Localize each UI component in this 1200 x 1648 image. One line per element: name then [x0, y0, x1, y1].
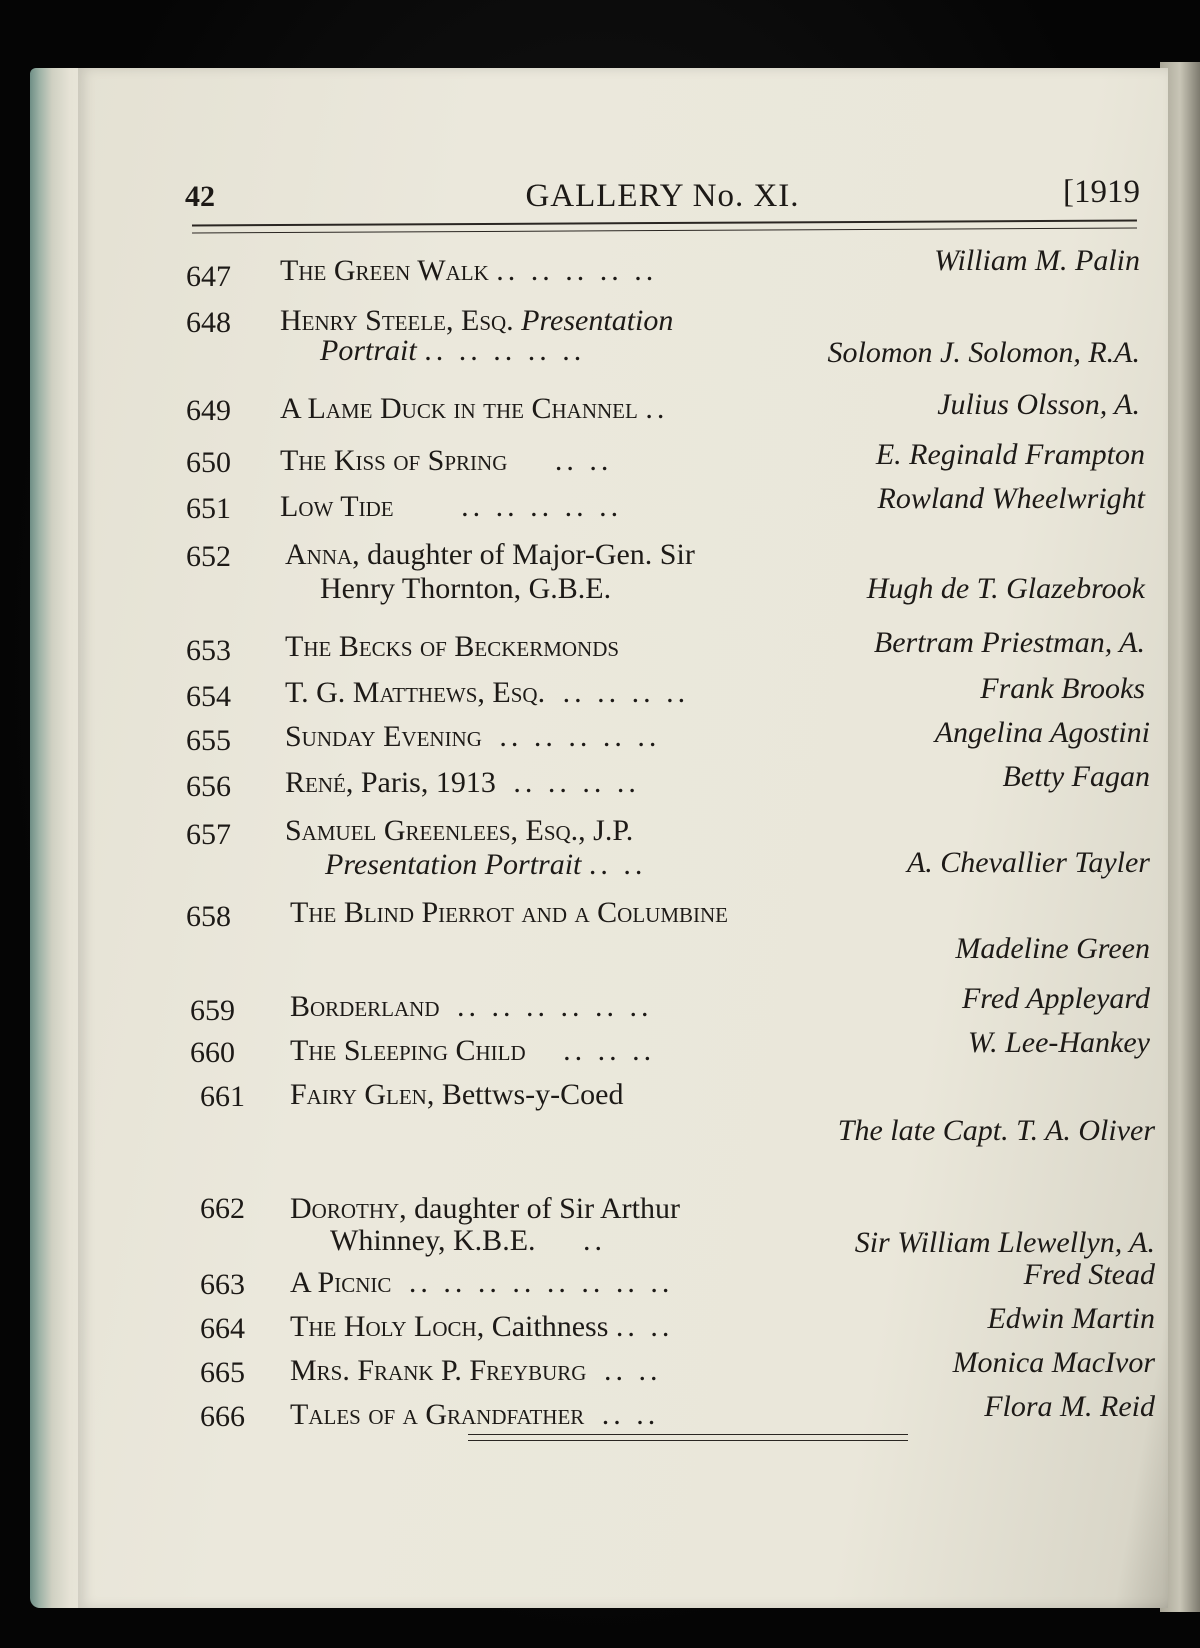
entry-artist: Julius Olsson, A.: [937, 388, 1140, 421]
catalog-entry: [180, 286, 1155, 368]
dot-leaders: .. .. .. ..: [513, 766, 640, 799]
entry-title-text: Sunday Evening: [285, 720, 482, 753]
entry-title-plain: J.P.: [585, 814, 634, 847]
entry-number: 651: [186, 492, 231, 525]
catalog-entry: [180, 674, 1155, 757]
entry-number: 655: [186, 724, 231, 757]
dot-leaders: .. ..: [615, 1310, 674, 1343]
entry-title-text: A Lame Duck in the Channel: [280, 392, 638, 425]
entry-title: [280, 254, 657, 288]
entry-number: 649: [186, 394, 231, 427]
entry-artist: Fred Appleyard: [961, 982, 1150, 1015]
catalog-entry: [180, 584, 1155, 667]
dot-leaders: ..: [583, 1224, 607, 1257]
dot-leaders: .. ..: [601, 1398, 660, 1431]
catalog-list: [180, 240, 1155, 1433]
entry-number: 650: [186, 446, 231, 479]
catalog-entry: [180, 840, 1155, 965]
dot-leaders: .. ..: [588, 848, 647, 881]
entry-title-text: Anna,: [285, 538, 360, 571]
entry-title: The Blind Pierrot and a Columbine: [290, 896, 728, 929]
dot-leaders: .. .. .. ..: [562, 676, 690, 709]
entry-artist: The late Capt. T. A. Oliver: [837, 1114, 1155, 1147]
catalog-entry: [180, 464, 1155, 525]
entry-number: 665: [200, 1356, 245, 1389]
catalog-entry: [180, 764, 1155, 881]
entry-artist: Solomon J. Solomon, R.A.: [827, 336, 1140, 369]
entry-title-text: A Picnic: [290, 1266, 392, 1299]
entry-number: 658: [186, 900, 231, 933]
entry-title-text: Fairy Glen,: [290, 1078, 435, 1111]
entry-number: 648: [186, 306, 231, 339]
dot-leaders: .. .. .. .. ..: [461, 490, 623, 523]
entry-number: 647: [186, 260, 231, 293]
entry-title-plain: daughter of Major-Gen. Sir: [359, 538, 695, 571]
entry-number: 666: [200, 1400, 245, 1433]
entry-artist: Monica MacIvor: [952, 1346, 1155, 1379]
entry-artist: Edwin Martin: [987, 1302, 1155, 1335]
entry-artist: E. Reginald Frampton: [875, 438, 1145, 471]
entry-number: 660: [190, 1036, 235, 1069]
entry-number: 657: [186, 818, 231, 851]
gallery-title: GALLERY No. XI.: [525, 178, 800, 214]
entry-title-text: The Holy Loch,: [290, 1310, 485, 1343]
entry-title-text: Low Tide: [280, 490, 394, 523]
entry-title-text: Mrs. Frank P. Freyburg: [290, 1354, 587, 1387]
entry-number: 654: [186, 680, 231, 713]
entry-title-text: Henry Steele, Esq.: [280, 304, 514, 337]
dot-leaders: .. .. .. .. ..: [499, 720, 661, 753]
dot-leaders: .. ..: [603, 1354, 662, 1387]
page-number: 42: [185, 180, 215, 213]
entry-number: 656: [186, 770, 231, 803]
entry-title-text: Borderland: [290, 990, 440, 1023]
catalog-entry: [180, 914, 1155, 1027]
year-label: [1919: [1063, 174, 1140, 210]
catalog-entry: [180, 720, 1155, 803]
entry-title-text: René,: [285, 766, 354, 799]
entry-title: [290, 1354, 661, 1388]
entry-number: 661: [200, 1080, 245, 1113]
entry-title-plain: daughter of Sir Arthur: [406, 1192, 680, 1225]
entry-title: [285, 538, 695, 572]
entry-title-text: Samuel Greenlees, Esq.,: [285, 814, 586, 847]
entry-number: 662: [200, 1192, 245, 1225]
entry-title-text: The Sleeping Child: [290, 1034, 526, 1067]
catalog-entry: [180, 512, 1155, 605]
end-rule: [468, 1434, 908, 1441]
dot-leaders: .. .. .. .. .. ..: [457, 990, 653, 1023]
entry-line2-text: Presentation Portrait: [325, 848, 582, 881]
entry-line2-text: Whinney, K.B.E.: [330, 1224, 536, 1257]
entry-title-text: T. G. Matthews, Esq.: [285, 676, 546, 709]
catalog-entry: [180, 368, 1155, 427]
entry-title-plain: Caithness: [484, 1310, 609, 1343]
entry-number: 653: [186, 634, 231, 667]
entry-artist: William M. Palin: [934, 244, 1140, 277]
dot-leaders: .. .. .. .. .. .. .. ..: [408, 1266, 674, 1299]
catalog-entry: [180, 420, 1155, 479]
catalog-entry: [180, 630, 1155, 713]
catalog-entry: [180, 240, 1155, 293]
entry-artist: Bertram Priestman, A.: [873, 626, 1145, 659]
entry-artist: Rowland Wheelwright: [877, 482, 1145, 515]
entry-number: 664: [200, 1312, 245, 1345]
entry-artist: A. Chevallier Tayler: [906, 846, 1150, 879]
entry-title-plain: Paris, 1913: [353, 766, 496, 799]
entry-artist: Sir William Llewellyn, A.: [854, 1226, 1155, 1259]
dot-leaders: .. .. ..: [563, 1034, 656, 1067]
entry-title: The Becks of Beckermonds: [285, 630, 620, 663]
entry-number: 663: [200, 1268, 245, 1301]
entry-title: [290, 1398, 659, 1432]
entry-artist: Frank Brooks: [980, 672, 1145, 705]
catalog-entry: [180, 1108, 1155, 1259]
entry-title-text: The Kiss of Spring: [280, 444, 508, 477]
catalog-entry: [180, 958, 1155, 1069]
entry-artist: Flora M. Reid: [984, 1390, 1155, 1423]
entry-title-text: Tales of a Grandfather: [290, 1398, 585, 1431]
entry-title-line2: [320, 334, 585, 368]
dot-leaders: .. .. .. .. ..: [424, 334, 586, 367]
entry-title: [290, 1078, 623, 1112]
entry-number: 652: [186, 540, 231, 573]
entry-title-line2: Henry Thornton, G.B.E.: [320, 572, 612, 605]
entry-artist: W. Lee-Hankey: [967, 1026, 1150, 1059]
entry-title-text: The Green Walk: [280, 254, 489, 287]
entry-artist: Hugh de T. Glazebrook: [866, 572, 1145, 605]
entry-title-suffix: Presentation: [521, 304, 674, 337]
entry-artist: Madeline Green: [955, 932, 1150, 965]
dot-leaders: ..: [645, 392, 669, 425]
entry-artist: Fred Stead: [1023, 1258, 1155, 1291]
entry-title: [280, 304, 673, 338]
page-header: [185, 168, 1140, 220]
entry-title-text: Dorothy,: [290, 1192, 407, 1225]
dot-leaders: .. .. .. .. ..: [496, 254, 658, 287]
entry-line2-text: Portrait: [320, 334, 417, 367]
entry-number: 659: [190, 994, 235, 1027]
entry-artist: Betty Fagan: [1002, 760, 1150, 793]
entry-title-plain: Bettws-y-Coed: [434, 1078, 624, 1111]
entry-artist: Angelina Agostini: [934, 716, 1150, 749]
dot-leaders: .. ..: [554, 444, 613, 477]
catalog-entry: [180, 1030, 1155, 1147]
